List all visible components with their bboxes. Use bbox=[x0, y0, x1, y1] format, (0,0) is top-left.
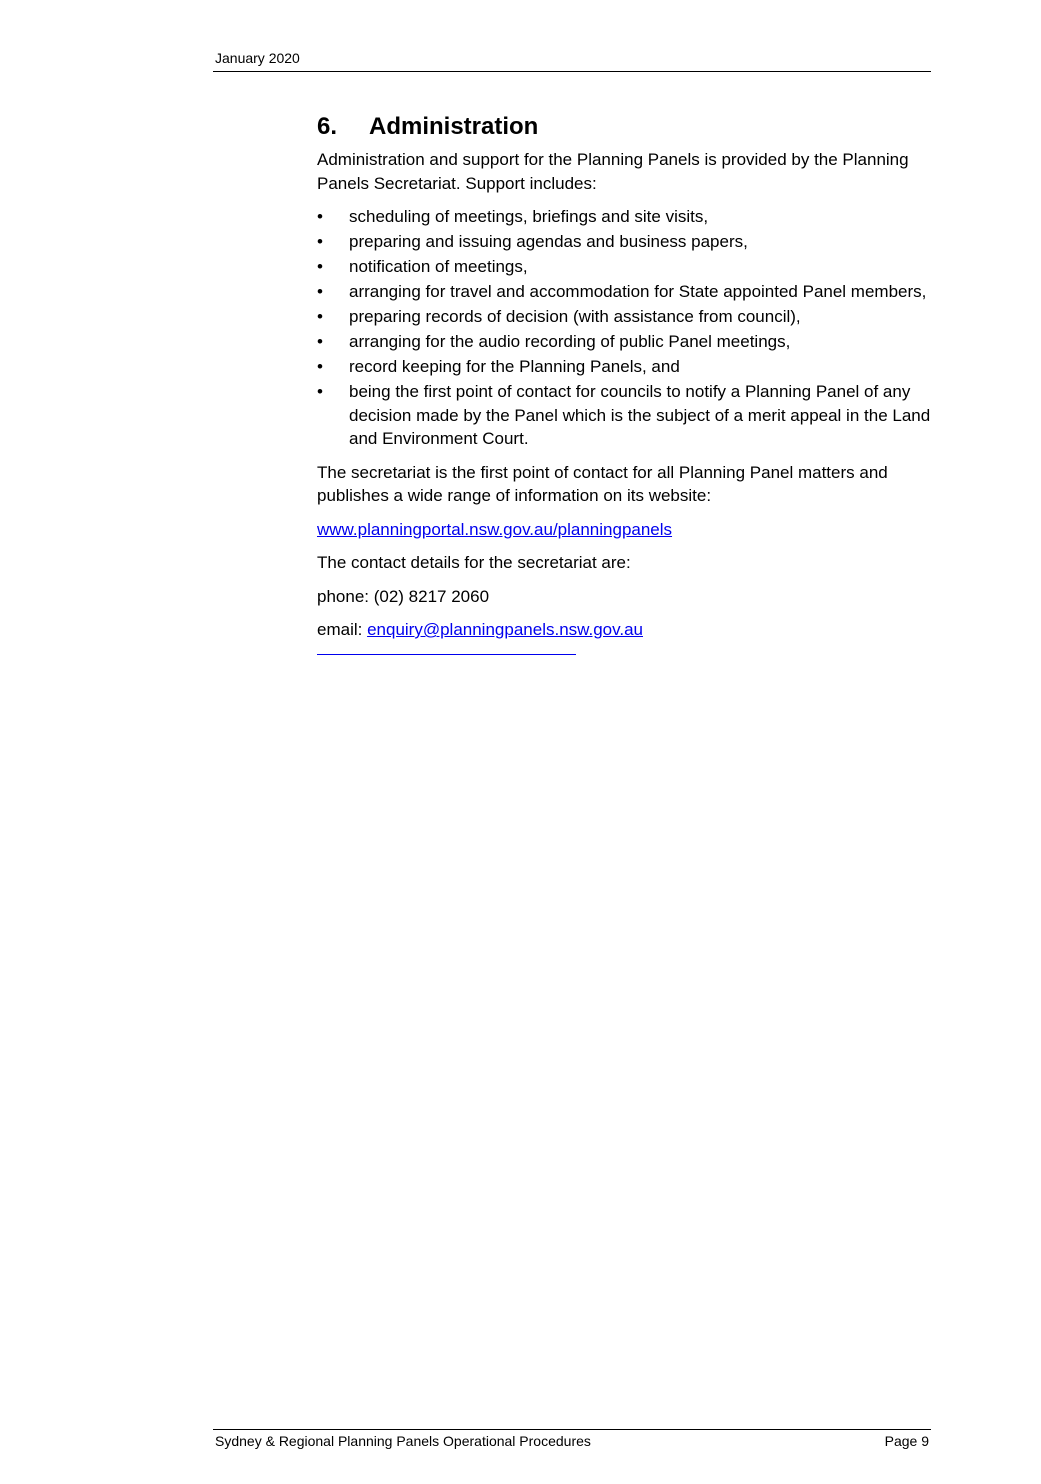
bullet-icon: • bbox=[317, 257, 323, 276]
footnote-separator bbox=[317, 654, 576, 655]
bullet-icon: • bbox=[317, 332, 323, 351]
section-number: 6. bbox=[317, 113, 338, 140]
intro-paragraph: Administration and support for the Planning Panels is provided by the Planning Panels Secretariat. Support includes: bbox=[317, 150, 909, 193]
support-list bbox=[317, 205, 931, 451]
list-item bbox=[317, 355, 931, 379]
bullet-icon: • bbox=[317, 307, 323, 326]
list-item-text: scheduling of meetings, briefings and site visits, bbox=[349, 207, 709, 226]
email-link[interactable]: enquiry@planningpanels.nsw.gov.au bbox=[367, 620, 643, 639]
main-content bbox=[317, 112, 931, 655]
phone-line: phone: (02) 8217 2060 bbox=[317, 586, 490, 606]
list-item-text: preparing and issuing agendas and business papers, bbox=[349, 232, 748, 251]
email-label: email: bbox=[317, 620, 368, 639]
list-item bbox=[317, 255, 931, 279]
list-item-text: arranging for the audio recording of public Panel meetings, bbox=[349, 332, 791, 351]
footer-title: Sydney & Regional Planning Panels Operational Procedures bbox=[215, 1433, 591, 1449]
list-item bbox=[317, 205, 931, 229]
bullet-icon: • bbox=[317, 382, 323, 401]
list-item-text: record keeping for the Planning Panels, and bbox=[349, 357, 680, 376]
page-footer bbox=[213, 1429, 931, 1454]
list-item-text: arranging for travel and accommodation for State appointed Panel members, bbox=[349, 282, 927, 301]
website-line bbox=[317, 518, 931, 542]
bullet-icon: • bbox=[317, 357, 323, 376]
contact-intro: The contact details for the secretariat are: bbox=[317, 553, 631, 572]
list-item bbox=[317, 305, 931, 329]
list-item-text: being the first point of contact for councils to notify a Planning Panel of any decision made by the Panel which is the subject of a merit appeal in the Land and Environment Court. bbox=[349, 382, 931, 448]
list-item bbox=[317, 380, 931, 451]
page-header bbox=[213, 48, 931, 72]
section-title: Administration bbox=[369, 113, 539, 140]
header-date: January 2020 bbox=[215, 50, 300, 66]
page-number: Page 9 bbox=[884, 1433, 929, 1449]
list-item bbox=[317, 330, 931, 354]
list-item bbox=[317, 230, 931, 254]
list-item-text: preparing records of decision (with assistance from council), bbox=[349, 307, 801, 326]
list-item bbox=[317, 280, 931, 304]
bullet-icon: • bbox=[317, 207, 323, 226]
website-link[interactable]: www.planningportal.nsw.gov.au/planningpanels bbox=[317, 519, 673, 539]
bullet-icon: • bbox=[317, 282, 323, 301]
secretariat-paragraph: The secretariat is the first point of contact for all Planning Panel matters and publishes a wide range of information on its website: bbox=[317, 462, 888, 505]
list-item-text: notification of meetings, bbox=[349, 257, 528, 276]
section-heading bbox=[317, 112, 931, 142]
bullet-icon: • bbox=[317, 232, 323, 251]
email-line bbox=[317, 618, 931, 642]
